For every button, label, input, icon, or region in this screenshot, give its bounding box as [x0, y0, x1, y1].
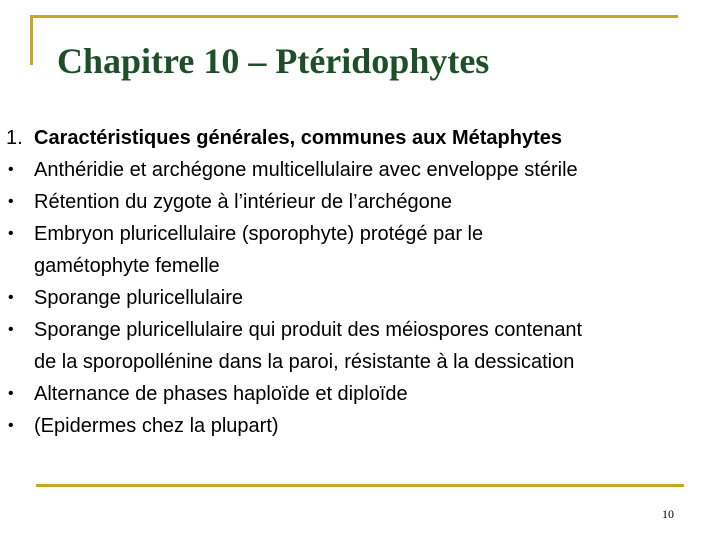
frame-top-line: [30, 15, 678, 18]
section-number: 1.: [6, 127, 23, 149]
bullet-icon: •: [8, 193, 14, 210]
bullet-item: [6, 186, 706, 218]
bullet-item: [6, 314, 706, 346]
frame-left-line: [30, 15, 33, 65]
frame-bottom-line: [36, 484, 684, 487]
bullet-text: de la sporopollénine dans la paroi, résistante à la dessication: [34, 351, 575, 373]
bullet-icon: •: [8, 321, 14, 338]
section-heading: [6, 122, 706, 154]
bullet-text: Sporange pluricellulaire: [34, 287, 244, 309]
bullet-text: Anthéridie et archégone multicellulaire avec enveloppe stérile: [34, 159, 578, 181]
bullet-icon: •: [8, 417, 14, 434]
bullet-text: (Epidermes chez la plupart): [34, 415, 279, 437]
bullet-text: Embryon pluricellulaire (sporophyte) protégé par le: [34, 223, 484, 245]
section-heading-text: Caractéristiques générales, communes aux Métaphytes: [34, 127, 562, 149]
bullet-icon: •: [8, 225, 14, 242]
bullet-text: Sporange pluricellulaire qui produit des méiospores contenant: [34, 319, 583, 341]
bullet-item: [6, 378, 706, 410]
bullet-icon: •: [8, 161, 14, 178]
page-number: 10: [662, 507, 674, 521]
bullet-continuation: [6, 346, 706, 378]
bullet-text: gamétophyte femelle: [34, 255, 220, 277]
bullet-icon: •: [8, 385, 14, 402]
bullet-text: Alternance de phases haploïde et diploïde: [34, 383, 408, 405]
bullet-text: Rétention du zygote à l’intérieur de l’archégone: [34, 191, 453, 213]
slide-title: Chapitre 10 – Ptéridophytes: [57, 41, 490, 81]
bullet-item: [6, 282, 706, 314]
bullet-item: [6, 154, 706, 186]
bullet-continuation: [6, 250, 706, 282]
bullet-icon: •: [8, 289, 14, 306]
slide-content: [6, 122, 706, 442]
bullet-item: [6, 410, 706, 442]
bullet-item: [6, 218, 706, 250]
